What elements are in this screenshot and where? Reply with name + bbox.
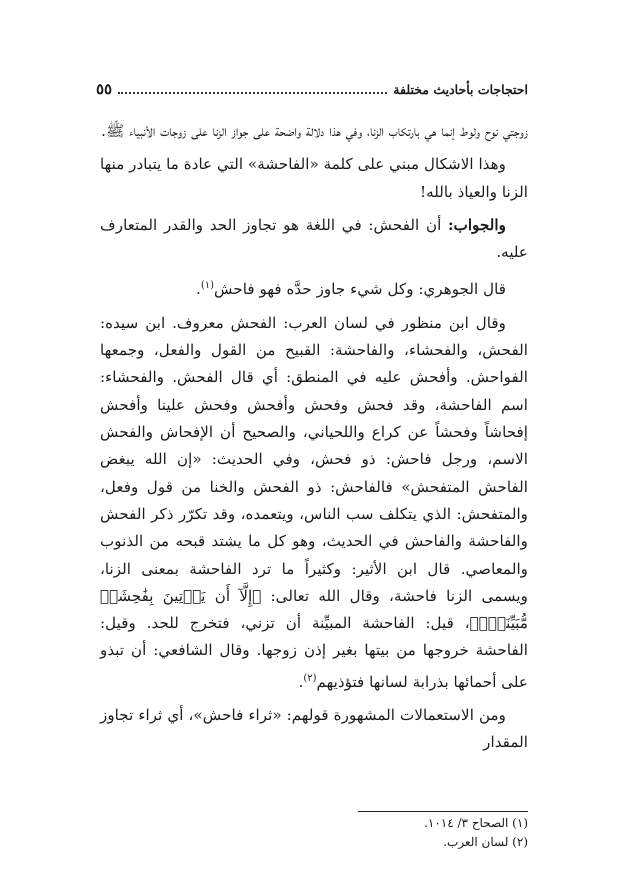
paragraph — [100, 118, 528, 145]
footnote: (١) الصحاح ٣/ ١٠١٤. — [424, 816, 528, 830]
footnote-divider — [358, 811, 528, 812]
footnote: (٢) لسان العرب. — [443, 835, 528, 849]
paragraph — [100, 310, 528, 696]
paragraph-text: ومن الاستعمالات المشهورة قولهم: «ثراء فاحش»، أي ثراء تجاوز المقدار — [100, 706, 528, 752]
paragraph-end: . — [298, 672, 304, 691]
paragraph-text: زوجتي نوح ولوط إنما هي بارتكاب الزنا، وفي هذا دلالة واضحة على جواز الزنا على زوجات الأنبياء ﷺ. — [101, 122, 528, 140]
paragraph-text: قال الجوهري: وكل شيء جاوز حدَّه فهو فاحش — [214, 280, 506, 299]
footnotes — [100, 814, 528, 852]
footnote-marker: (٢) — [303, 672, 317, 684]
paragraph — [100, 272, 528, 303]
header-title: احتجاجات بأحاديث مختلفة — [393, 81, 528, 97]
paragraph-text: وهذا الاشكال مبني على كلمة «الفاحشة» التي عادة ما يتبادر منها الزنا والعياذ بالله! — [100, 155, 528, 201]
body-text — [100, 118, 528, 763]
answer-label: والجواب: — [448, 215, 506, 234]
paragraph-text: وقال ابن منظور في لسان العرب: الفحش معروف. ابن سيده: الفحش، والفحشاء، والفاحشة: القبيح من القول والفعل، وجمعها الفواحش. وأفحش عليه في المنطق: أي قال الفحش. والفحشاء: اسم الفاحشة، وقد فحش وفحش وأفحش وفحش علينا وأفحش إفحاشاً وفحشاً عن كراع واللحياني، والصحيح أن الإفحاش والفحش الاسم، ورجل فاحش: ذو فحش، وفي الحديث: «إن الله يبغض الفاحش المتفحش» فالفاحش: ذو الفحش والخنا من قول وفعل، والمتفحش: الذي يتكلف سب الناس، ويتعمده، وقد تكرّر ذكر الفحش والفاحشة والفاحش في الحديث، وهو كل ما يشتد قبحه من الذنوب والمعاصي. قال ابن الأثير: وكثيراً ما ترد الفاحشة بمعنى الزنا، ويسمى الزنا فاحشة، وقال الله تعالى: ﴿إِلَّآ أَن يَأۡتِينَ بِفَٰحِشَةٖ مُّبَيِّنَةٖۚ﴾، قيل: الفاحشة المبيِّنة أن تزني، فتخرج للحد. وقيل: الفاحشة خروجها من بيتها بغير إذن زوجها. وقال الشافعي: أن تبذو على أحمائها بذرابة لسانها فتؤذيهم — [100, 313, 528, 691]
header-dot-leader — [118, 92, 387, 94]
paragraph-end: . — [196, 280, 201, 299]
paragraph-text: أن الفحش: في اللغة هو تجاوز الحد والقدر المتعارف عليه. — [100, 215, 528, 262]
paragraph — [100, 702, 528, 757]
page-number: ٥٥ — [96, 80, 113, 98]
paragraph — [100, 151, 528, 206]
running-header — [96, 78, 528, 100]
footnote-marker: (١) — [200, 280, 215, 292]
paragraph — [100, 212, 528, 267]
